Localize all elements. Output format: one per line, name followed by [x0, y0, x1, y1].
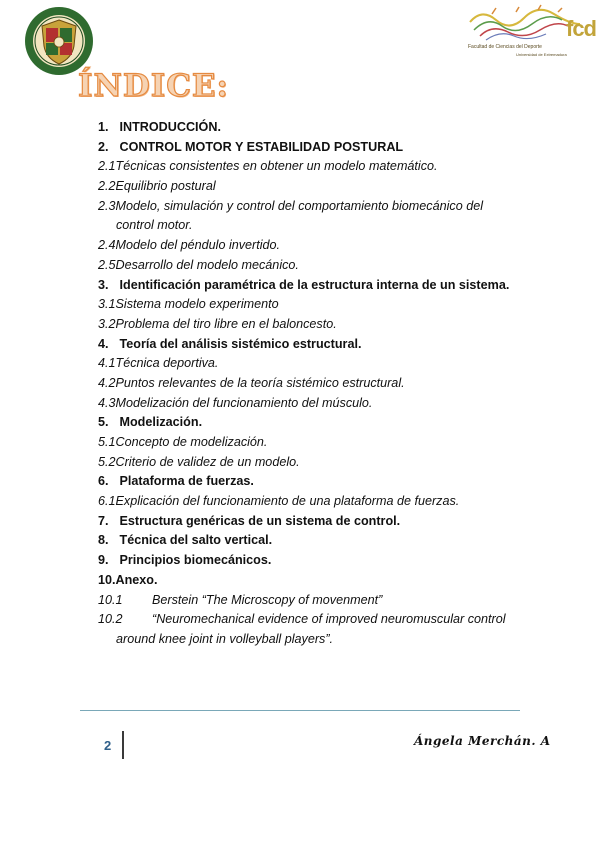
toc-item-4: 4. Teoría del análisis sistémico estructural.	[98, 336, 362, 351]
toc-item-2-2: 2.2Equilibrio postural	[98, 179, 216, 194]
page-title: ÍNDICE:	[78, 68, 229, 104]
toc-item-5-1: 5.1Concepto de modelización.	[98, 435, 268, 450]
university-seal-logo	[24, 6, 94, 76]
toc-item-10-1: 10.1 Berstein “The Microscopy of movenment”	[98, 592, 383, 607]
toc-item-5: 5. Modelización.	[98, 415, 203, 430]
toc-item-5-2: 5.2Criterio de validez de un modelo.	[98, 454, 300, 469]
toc-item-2-5: 2.5Desarrollo del modelo mecánico.	[98, 257, 299, 272]
toc-item-6-1: 6.1Explicación del funcionamiento de una plataforma de fuerzas.	[98, 494, 460, 509]
toc-item-10-2: 10.2 “Neuromechanical evidence of improved neuromuscular control around knee joint in volleyball players”.	[98, 612, 506, 646]
toc-item-1: 1. INTRODUCCIÓN.	[98, 120, 221, 134]
table-of-contents	[98, 118, 520, 650]
page-number: 2	[104, 738, 112, 753]
toc-item-3-2: 3.2Problema del tiro libre en el baloncesto.	[98, 316, 337, 331]
toc-item-4-3: 4.3Modelización del funcionamiento del músculo.	[98, 395, 373, 410]
toc-item-10: 10.Anexo.	[98, 572, 158, 587]
faculty-name: Facultad de Ciencias del Deporte	[468, 44, 542, 50]
toc-item-2-1: 2.1Técnicas consistentes en obtener un modelo matemático.	[98, 159, 438, 174]
toc-item-2: 2. CONTROL MOTOR Y ESTABILIDAD POSTURAL	[98, 139, 404, 154]
toc-item-2-3: 2.3Modelo, simulación y control del comportamiento biomecánico del control motor.	[98, 198, 484, 233]
toc-item-4-2: 4.2Puntos relevantes de la teoría sistémico estructural.	[98, 375, 405, 390]
toc-item-3-1: 3.1Sistema modelo experimento	[98, 297, 279, 312]
university-name: Universidad de Extremadura	[516, 52, 567, 57]
toc-item-3: 3. Identificación paramétrica de la estructura interna de un sistema.	[98, 277, 510, 292]
toc-item-7: 7. Estructura genéricas de un sistema de control.	[98, 513, 401, 528]
faculty-logo-mark: fcd	[566, 16, 596, 41]
toc-item-8: 8. Técnica del salto vertical.	[98, 533, 273, 548]
page-number-bar	[122, 731, 124, 759]
footer-divider	[80, 710, 520, 711]
toc-item-9: 9. Principios biomecánicos.	[98, 553, 272, 568]
toc-item-6: 6. Plataforma de fuerzas.	[98, 474, 254, 489]
toc-item-4-1: 4.1Técnica deportiva.	[98, 356, 219, 371]
toc-item-2-4: 2.4Modelo del péndulo invertido.	[98, 238, 281, 253]
author-name: Ángela Merchán. A	[414, 734, 551, 748]
